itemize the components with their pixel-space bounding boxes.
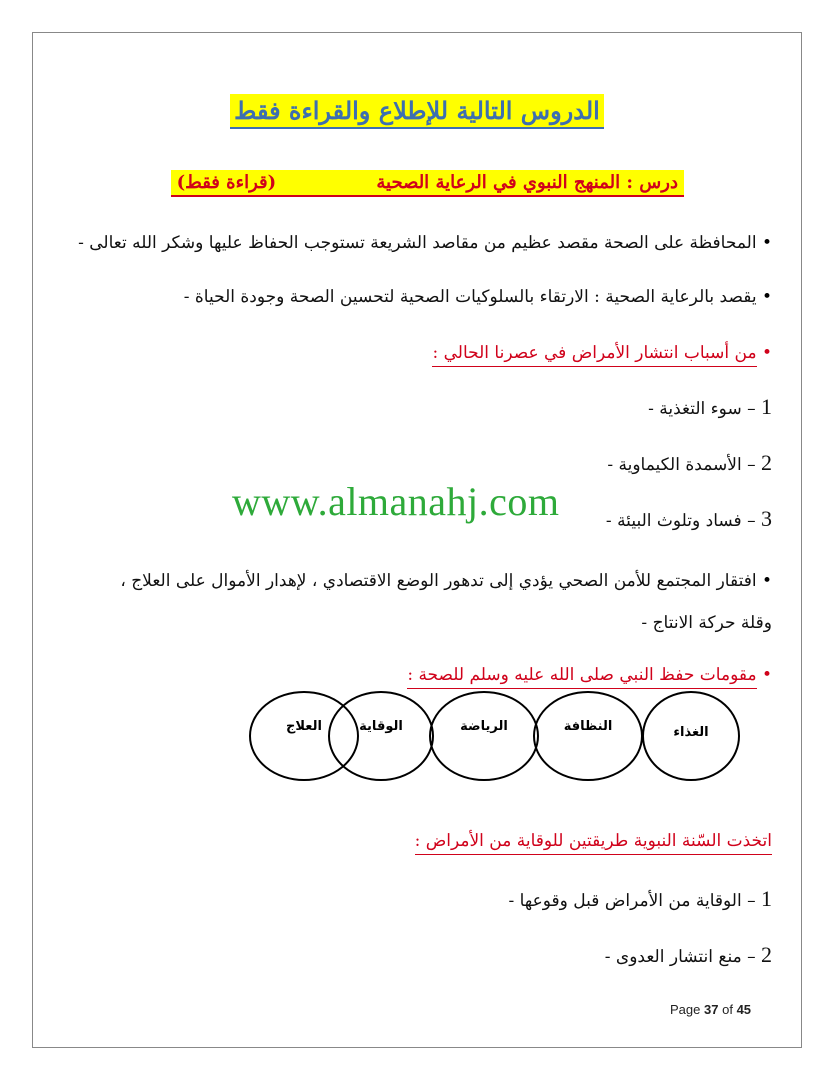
pillar-circle-sport <box>430 692 538 780</box>
page-number: Page 37 of 45 <box>670 1002 752 1017</box>
watermark-link[interactable]: www.almanahj.com <box>232 479 560 524</box>
pillar-circle-food <box>643 692 739 780</box>
pillars-diagram <box>0 686 834 796</box>
pillar-label-cleanliness: النظافة <box>563 719 613 734</box>
cause-item-3: 3 – فساد وتلوث البيئة - <box>605 506 772 531</box>
pillar-circle-cleanliness <box>534 692 642 780</box>
lesson-heading <box>171 172 684 193</box>
pillar-label-sport: الرياضة <box>460 719 508 734</box>
pillar-label-prevention: الوقاية <box>359 719 403 734</box>
cause-item-1: 1 – سوء التغذية - <box>648 394 772 419</box>
page-title <box>0 96 834 125</box>
pillars-heading: • مقومات حفظ النبي صلى الله عليه وسلم للصحة : <box>62 660 772 690</box>
prevention-heading: اتخذت السّنة النبوية طريقتين للوقاية من الأمراض : <box>62 826 772 856</box>
causes-heading: • من أسباب انتشار الأمراض في عصرنا الحالي : <box>62 338 772 368</box>
prevention-item-2: 2 – منع انتشار العدوى - <box>604 942 772 967</box>
paragraph-health-goal: • المحافظة على الصحة مقصد عظيم من مقاصد الشريعة تستوجب الحفاظ عليها وشكر الله تعالى - <box>62 228 772 258</box>
pillar-circle-prevention <box>329 692 433 780</box>
pillar-label-food: الغذاء <box>673 725 709 740</box>
prevention-item-1: 1 – الوقاية من الأمراض قبل وقوعها - <box>508 886 772 911</box>
paragraph-health-care-definition: • يقصد بالرعاية الصحية : الارتقاء بالسلوكيات الصحية لتحسين الصحة وجودة الحياة - <box>62 282 772 312</box>
cause-item-2: 2 – الأسمدة الكيماوية - <box>607 450 772 475</box>
pillar-circle-treatment <box>250 692 358 780</box>
page-title-text: الدروس التالية للإطلاع والقراءة فقط <box>230 94 604 129</box>
lesson-heading-text: درس : المنهج النبوي في الرعاية الصحية (قراءة فقط) <box>171 170 684 197</box>
paragraph-economy: • افتقار المجتمع للأمن الصحي يؤدي إلى تدهور الوضع الاقتصادي ، لإهدار الأموال على العلاج ، وقلة حركة الانتاج - <box>62 560 772 644</box>
pillar-label-treatment: العلاج <box>286 719 322 734</box>
